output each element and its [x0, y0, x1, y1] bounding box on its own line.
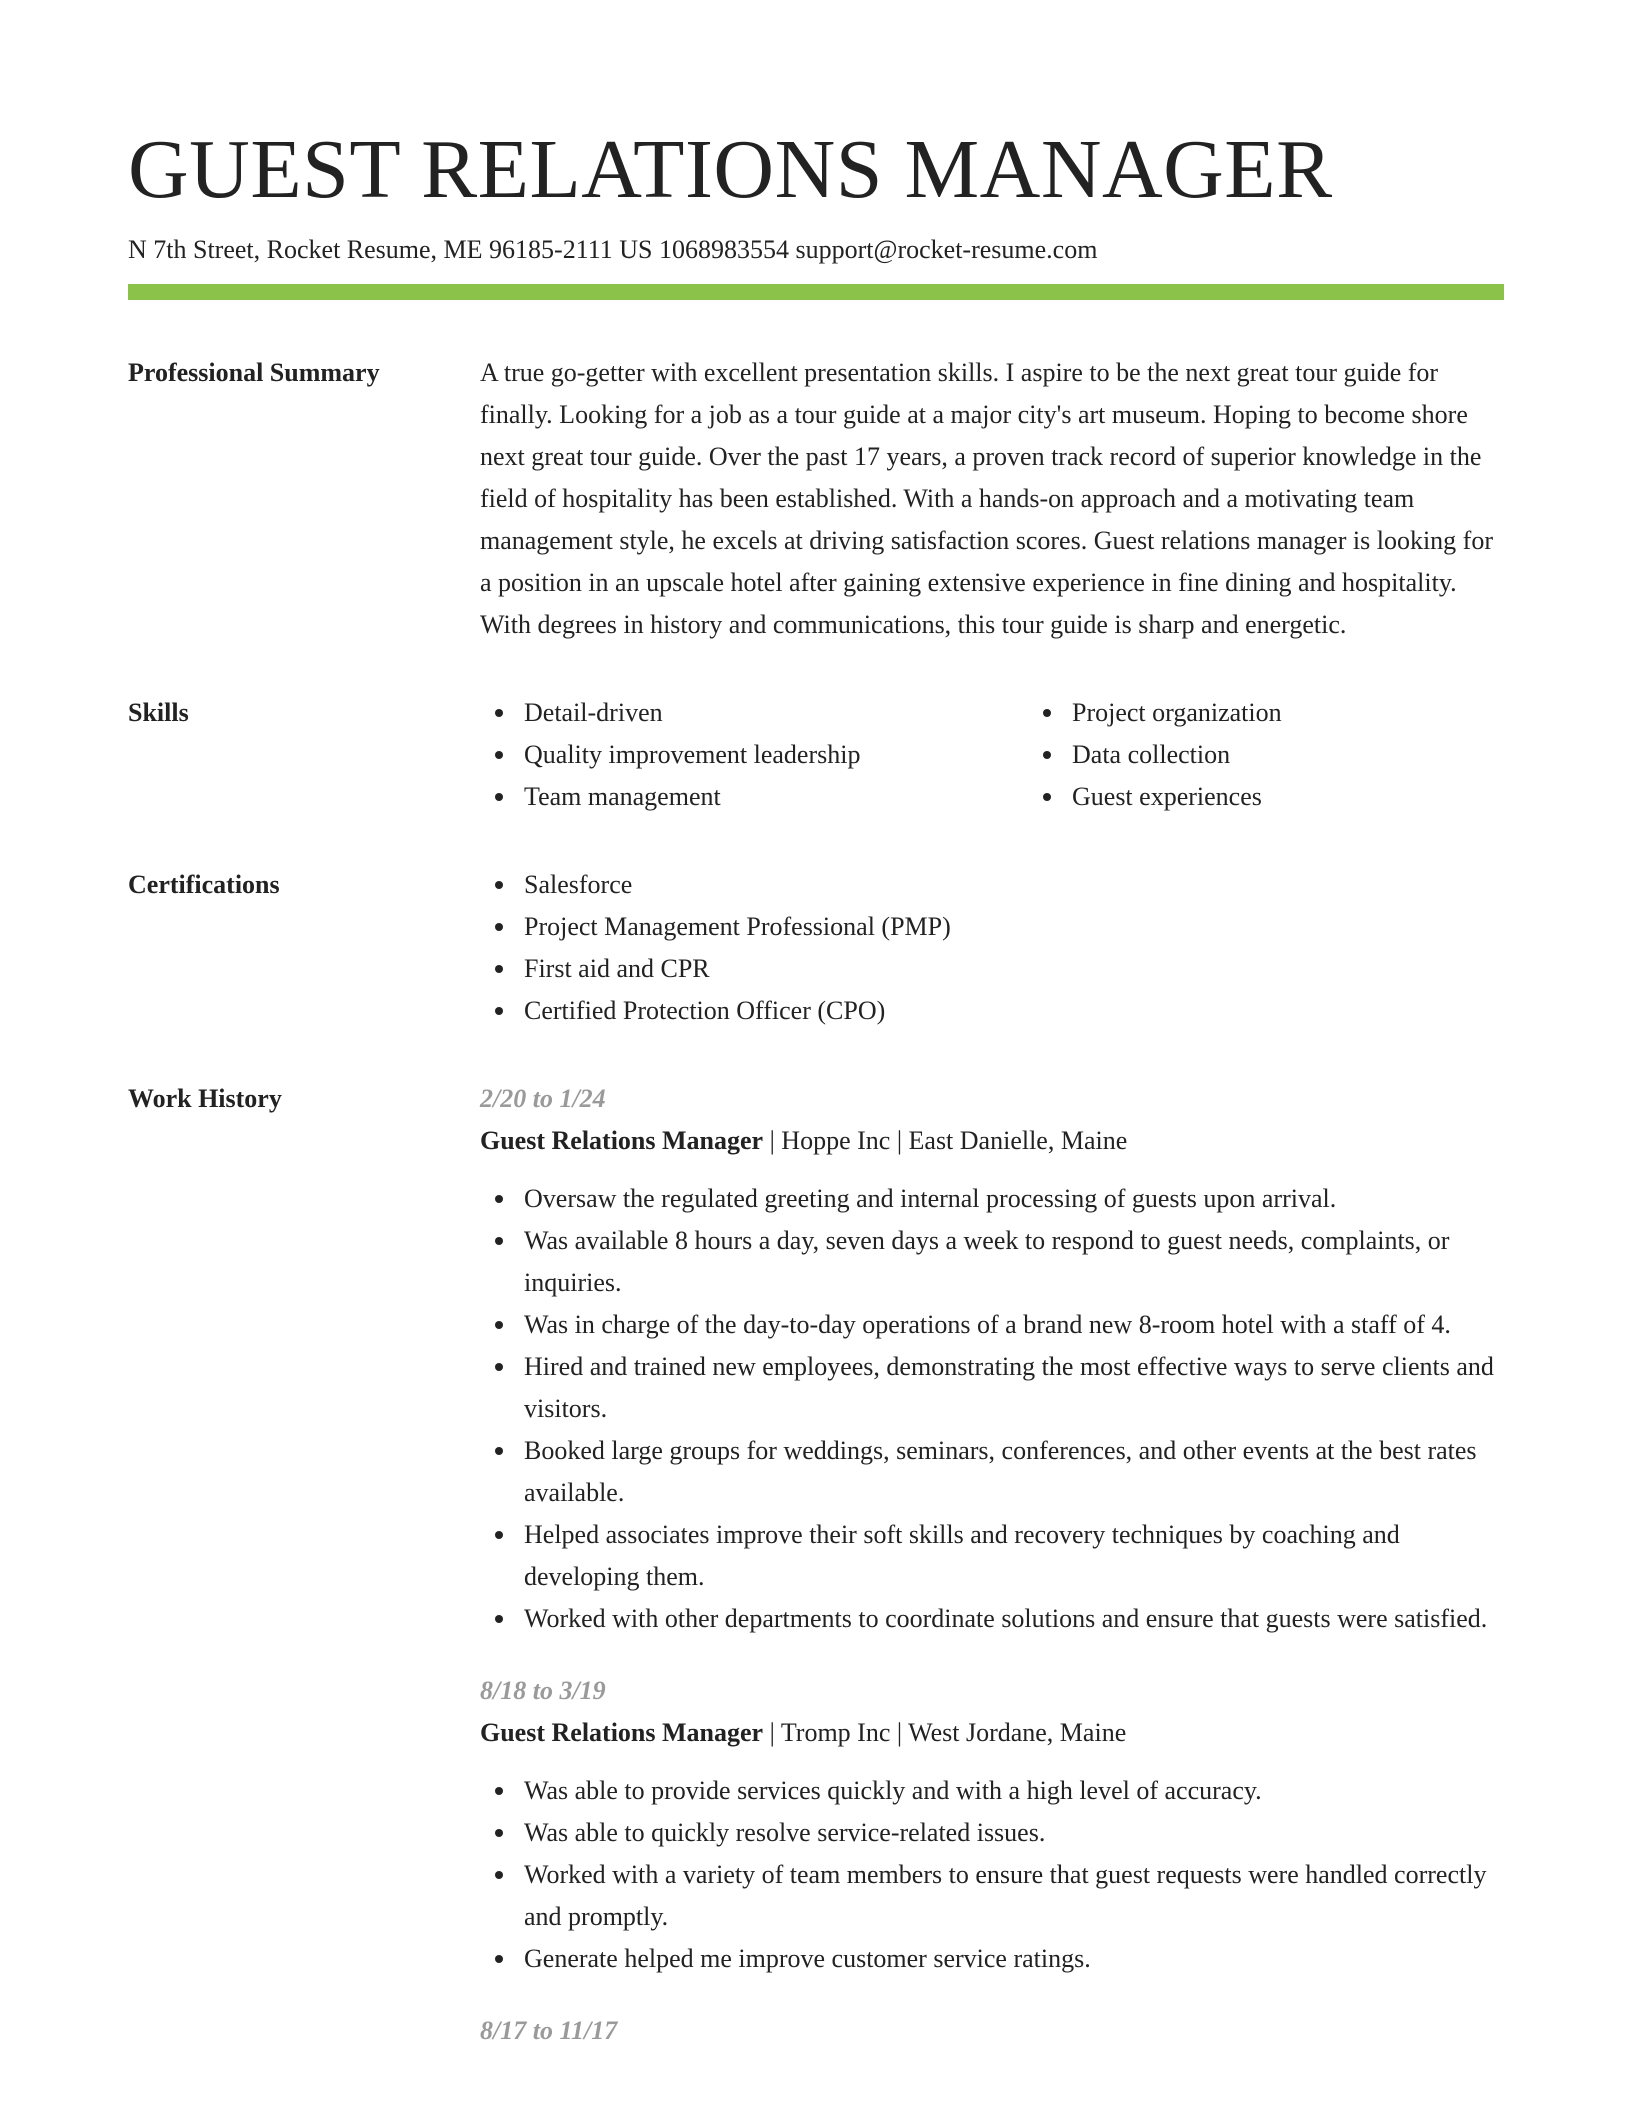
- accent-divider: [128, 284, 1504, 300]
- section-skills: [128, 692, 1504, 818]
- section-professional-summary: [128, 352, 1504, 646]
- certification-item: First aid and CPR: [524, 948, 1504, 990]
- job-duties-list: [480, 1178, 1504, 1640]
- resume-name: GUEST RELATIONS MANAGER: [128, 123, 1333, 216]
- job-duty: Was in charge of the day-to-day operations of a brand new 8-room hotel with a staff of 4.: [524, 1304, 1504, 1346]
- job-duty: Oversaw the regulated greeting and internal processing of guests upon arrival.: [524, 1178, 1504, 1220]
- certification-item: Certified Protection Officer (CPO): [524, 990, 1504, 1032]
- job-duty: Was available 8 hours a day, seven days a week to respond to guest needs, complaints, or inquiries.: [524, 1220, 1504, 1304]
- certification-item: Salesforce: [524, 864, 1504, 906]
- skill-item: Project organization: [1072, 692, 1576, 734]
- skill-item: Data collection: [1072, 734, 1576, 776]
- summary-text: A true go-getter with excellent presentation skills. I aspire to be the next great tour guide for finally. Looking for a job as a tour guide at a major city's art museum. Hoping to become shore next great tour guide. Over the past 17 years, a proven track record of superior knowledge in the field of hospitality has been established. With a hands-on approach and a motivating team management style, he excels at driving satisfaction scores. Guest relations manager is looking for a position in an upscale hotel after gaining extensive experience in fine dining and hospitality. With degrees in history and communications, this tour guide is sharp and energetic.: [480, 358, 1493, 639]
- skills-list-left: [480, 692, 1028, 818]
- job-duty: Worked with other departments to coordinate solutions and ensure that guests were satisfied.: [524, 1598, 1504, 1640]
- job-dates: 8/17 to 11/17: [480, 2016, 618, 2045]
- skill-item: Detail-driven: [524, 692, 1028, 734]
- contact-line: N 7th Street, Rocket Resume, ME 96185-2111 US 1068983554 support@rocket-resume.com: [128, 235, 1098, 264]
- section-label: Work History: [128, 1084, 282, 1113]
- skill-item: Team management: [524, 776, 1028, 818]
- section-label: Skills: [128, 698, 189, 727]
- job-dates: 8/18 to 3/19: [480, 1676, 606, 1705]
- job-duty: Generate helped me improve customer service ratings.: [524, 1938, 1504, 1980]
- job-duties-list: [480, 1770, 1504, 1980]
- job-title: Guest Relations Manager: [480, 1126, 764, 1155]
- resume-page: [128, 120, 1504, 2082]
- job-duty: Helped associates improve their soft skills and recovery techniques by coaching and developing them.: [524, 1514, 1504, 1598]
- job-duty: Hired and trained new employees, demonstrating the most effective ways to serve clients and visitors.: [524, 1346, 1504, 1430]
- section-label: Certifications: [128, 870, 280, 899]
- skill-item: Guest experiences: [1072, 776, 1576, 818]
- job-company-location: | Tromp Inc | West Jordane, Maine: [763, 1718, 1127, 1747]
- job-duty: Was able to quickly resolve service-related issues.: [524, 1812, 1504, 1854]
- section-certifications: [128, 864, 1504, 1032]
- skills-list-right: [1028, 692, 1576, 818]
- job-entry: [480, 1078, 1504, 1640]
- section-work-history: [128, 1078, 1504, 2082]
- job-duty: Was able to provide services quickly and with a high level of accuracy.: [524, 1770, 1504, 1812]
- job-entry: [480, 2010, 1504, 2052]
- job-dates: 2/20 to 1/24: [480, 1084, 606, 1113]
- job-heading: [480, 1120, 1504, 1162]
- job-company-location: | Hoppe Inc | East Danielle, Maine: [763, 1126, 1128, 1155]
- certification-item: Project Management Professional (PMP): [524, 906, 1504, 948]
- job-duty: Worked with a variety of team members to ensure that guest requests were handled correctly and promptly.: [524, 1854, 1504, 1938]
- job-title: Guest Relations Manager: [480, 1718, 764, 1747]
- job-duty: Booked large groups for weddings, seminars, conferences, and other events at the best rates available.: [524, 1430, 1504, 1514]
- job-entry: [480, 1670, 1504, 1980]
- skill-item: Quality improvement leadership: [524, 734, 1028, 776]
- section-label: Professional Summary: [128, 358, 380, 387]
- certifications-list: [480, 864, 1504, 1032]
- job-heading: [480, 1712, 1504, 1754]
